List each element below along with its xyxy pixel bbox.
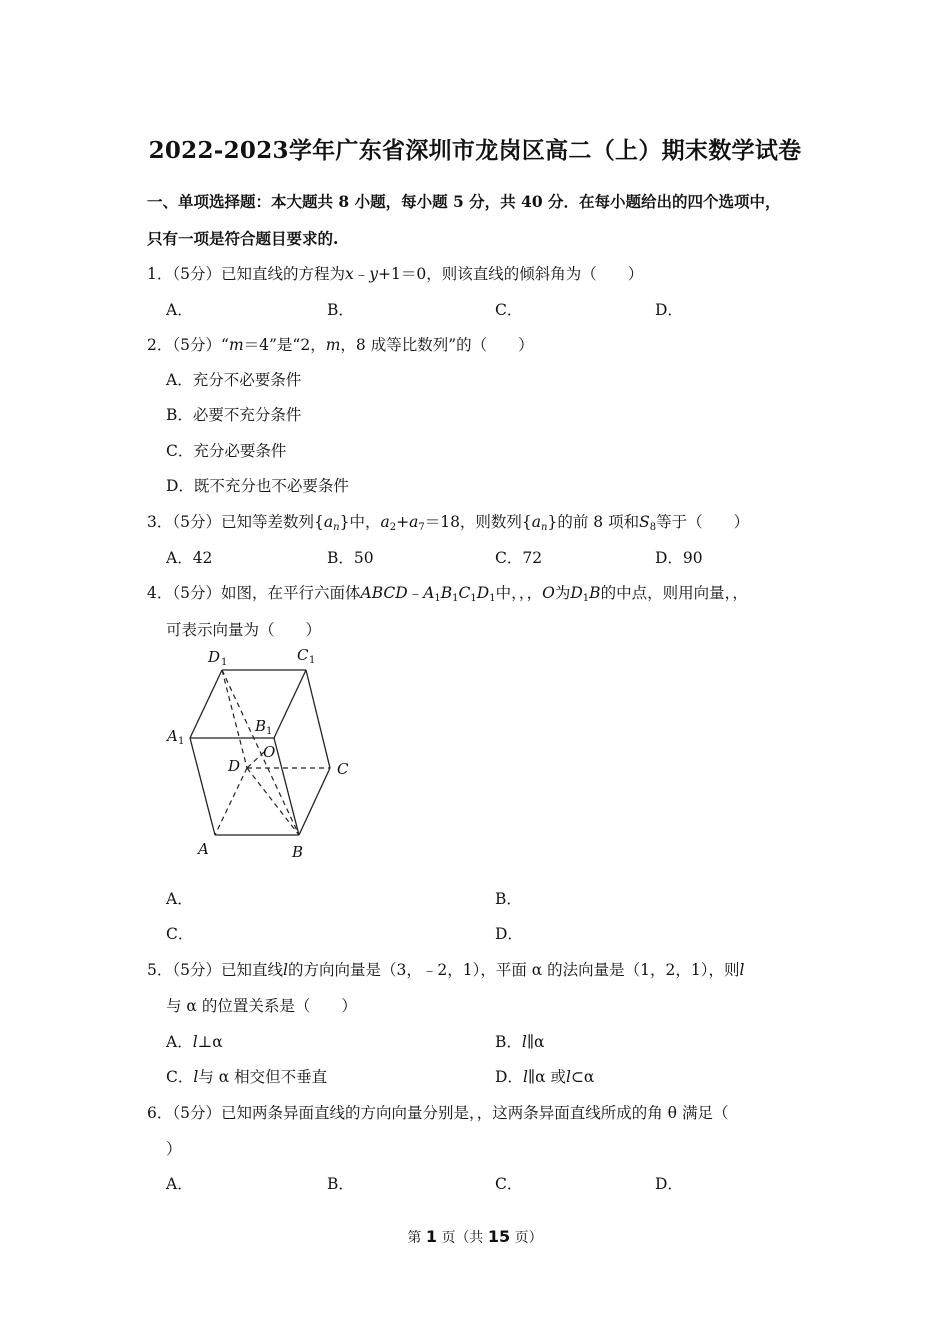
section-heading-line2: 只有一项是符合题目要求的. <box>147 229 339 248</box>
q5-option-c: C．l与 α 相交但不垂直 <box>166 1068 328 1086</box>
q6-option-c: C． <box>495 1175 523 1193</box>
q3-option-b: B．50 <box>327 549 374 567</box>
q3-option-a: A．42 <box>166 549 213 567</box>
question-5-line2: 与 α 的位置关系是（ ） <box>166 997 357 1015</box>
q5-option-d: D．l∥α 或l⊂α <box>495 1068 595 1086</box>
svg-text:1: 1 <box>309 655 316 666</box>
page-footer: 第 1 页（共 15 页） <box>407 1227 543 1246</box>
q5-option-a: A．l⊥α <box>166 1033 223 1051</box>
label-d1: D <box>208 648 221 666</box>
label-c1: C <box>297 646 309 664</box>
q1-option-d: D． <box>655 301 683 319</box>
question-6-line2: ） <box>166 1140 182 1158</box>
svg-text:1: 1 <box>266 726 273 737</box>
q2-option-d: D．既不充分也不必要条件 <box>166 477 349 495</box>
question-6: 6．（5分）已知两条异面直线的方向向量分别是，，这两条异面直线所成的角 θ 满足（ <box>147 1104 729 1122</box>
svg-text:1: 1 <box>178 736 185 747</box>
q4-option-d: D． <box>495 925 523 943</box>
q4-option-c: C． <box>166 925 194 943</box>
question-3: 3．（5分）已知等差数列$\{a_n\}$中，$a_2+a_7=18$，则数列$\{a_n\}$的前 8 项和$S_8$等于（ ） <box>147 513 750 533</box>
label-a: A <box>198 840 209 858</box>
q4-option-a: A． <box>166 890 193 908</box>
svg-text:1: 1 <box>221 657 228 668</box>
q5-option-b: B．l∥α <box>495 1033 545 1051</box>
q6-option-b: B． <box>327 1175 354 1193</box>
page-number: 1 <box>425 1227 437 1246</box>
q1-option-c: C． <box>495 301 523 319</box>
q2-option-a: A．充分不必要条件 <box>166 371 302 389</box>
q6-option-a: A． <box>166 1175 193 1193</box>
q1-option-a: A． <box>166 301 193 319</box>
q3-option-d: D．90 <box>655 549 703 567</box>
page-total: 15 <box>487 1227 511 1246</box>
label-d: D <box>228 757 241 775</box>
q2-option-b: B．必要不充分条件 <box>166 406 302 424</box>
page-title: 2022-2023学年广东省深圳市龙岗区高二（上）期末数学试卷 <box>148 137 802 164</box>
question-4-line2: 可表示向量为（ ） <box>166 621 322 639</box>
label-o: O <box>263 743 276 761</box>
q3-option-c: C．72 <box>495 549 543 567</box>
label-a1: A <box>167 727 178 745</box>
q4-option-b: B． <box>495 890 522 908</box>
question-2: 2．（5分）“m＝4”是“2，m，8 成等比数列”的（ ） <box>147 336 534 354</box>
q6-option-d: D． <box>655 1175 683 1193</box>
parallelepiped-figure <box>160 640 360 865</box>
question-1: 1．（5分）已知直线的方程为x﹣y+1＝0，则该直线的倾斜角为（ ） <box>147 265 644 283</box>
section-heading-line1: 一、单项选择题：本大题共 8 小题，每小题 5 分，共 40 分．在每小题给出的四个选项中， <box>147 192 781 211</box>
label-b1: B <box>255 717 267 735</box>
question-5: 5．（5分）已知直线l的方向向量是（3，﹣2，1），平面 α 的法向量是（1，2，1），则l <box>147 961 745 979</box>
q1-option-b: B． <box>327 301 354 319</box>
label-c: C <box>337 760 349 778</box>
question-4: 4．（5分）如图，在平行六面体$ABCD﹣A_1B_1C_1D_1$中，，，O为$D_1B$的中点，则用向量，， <box>147 584 748 604</box>
label-b: B <box>292 843 304 861</box>
q2-option-c: C．充分必要条件 <box>166 442 287 460</box>
